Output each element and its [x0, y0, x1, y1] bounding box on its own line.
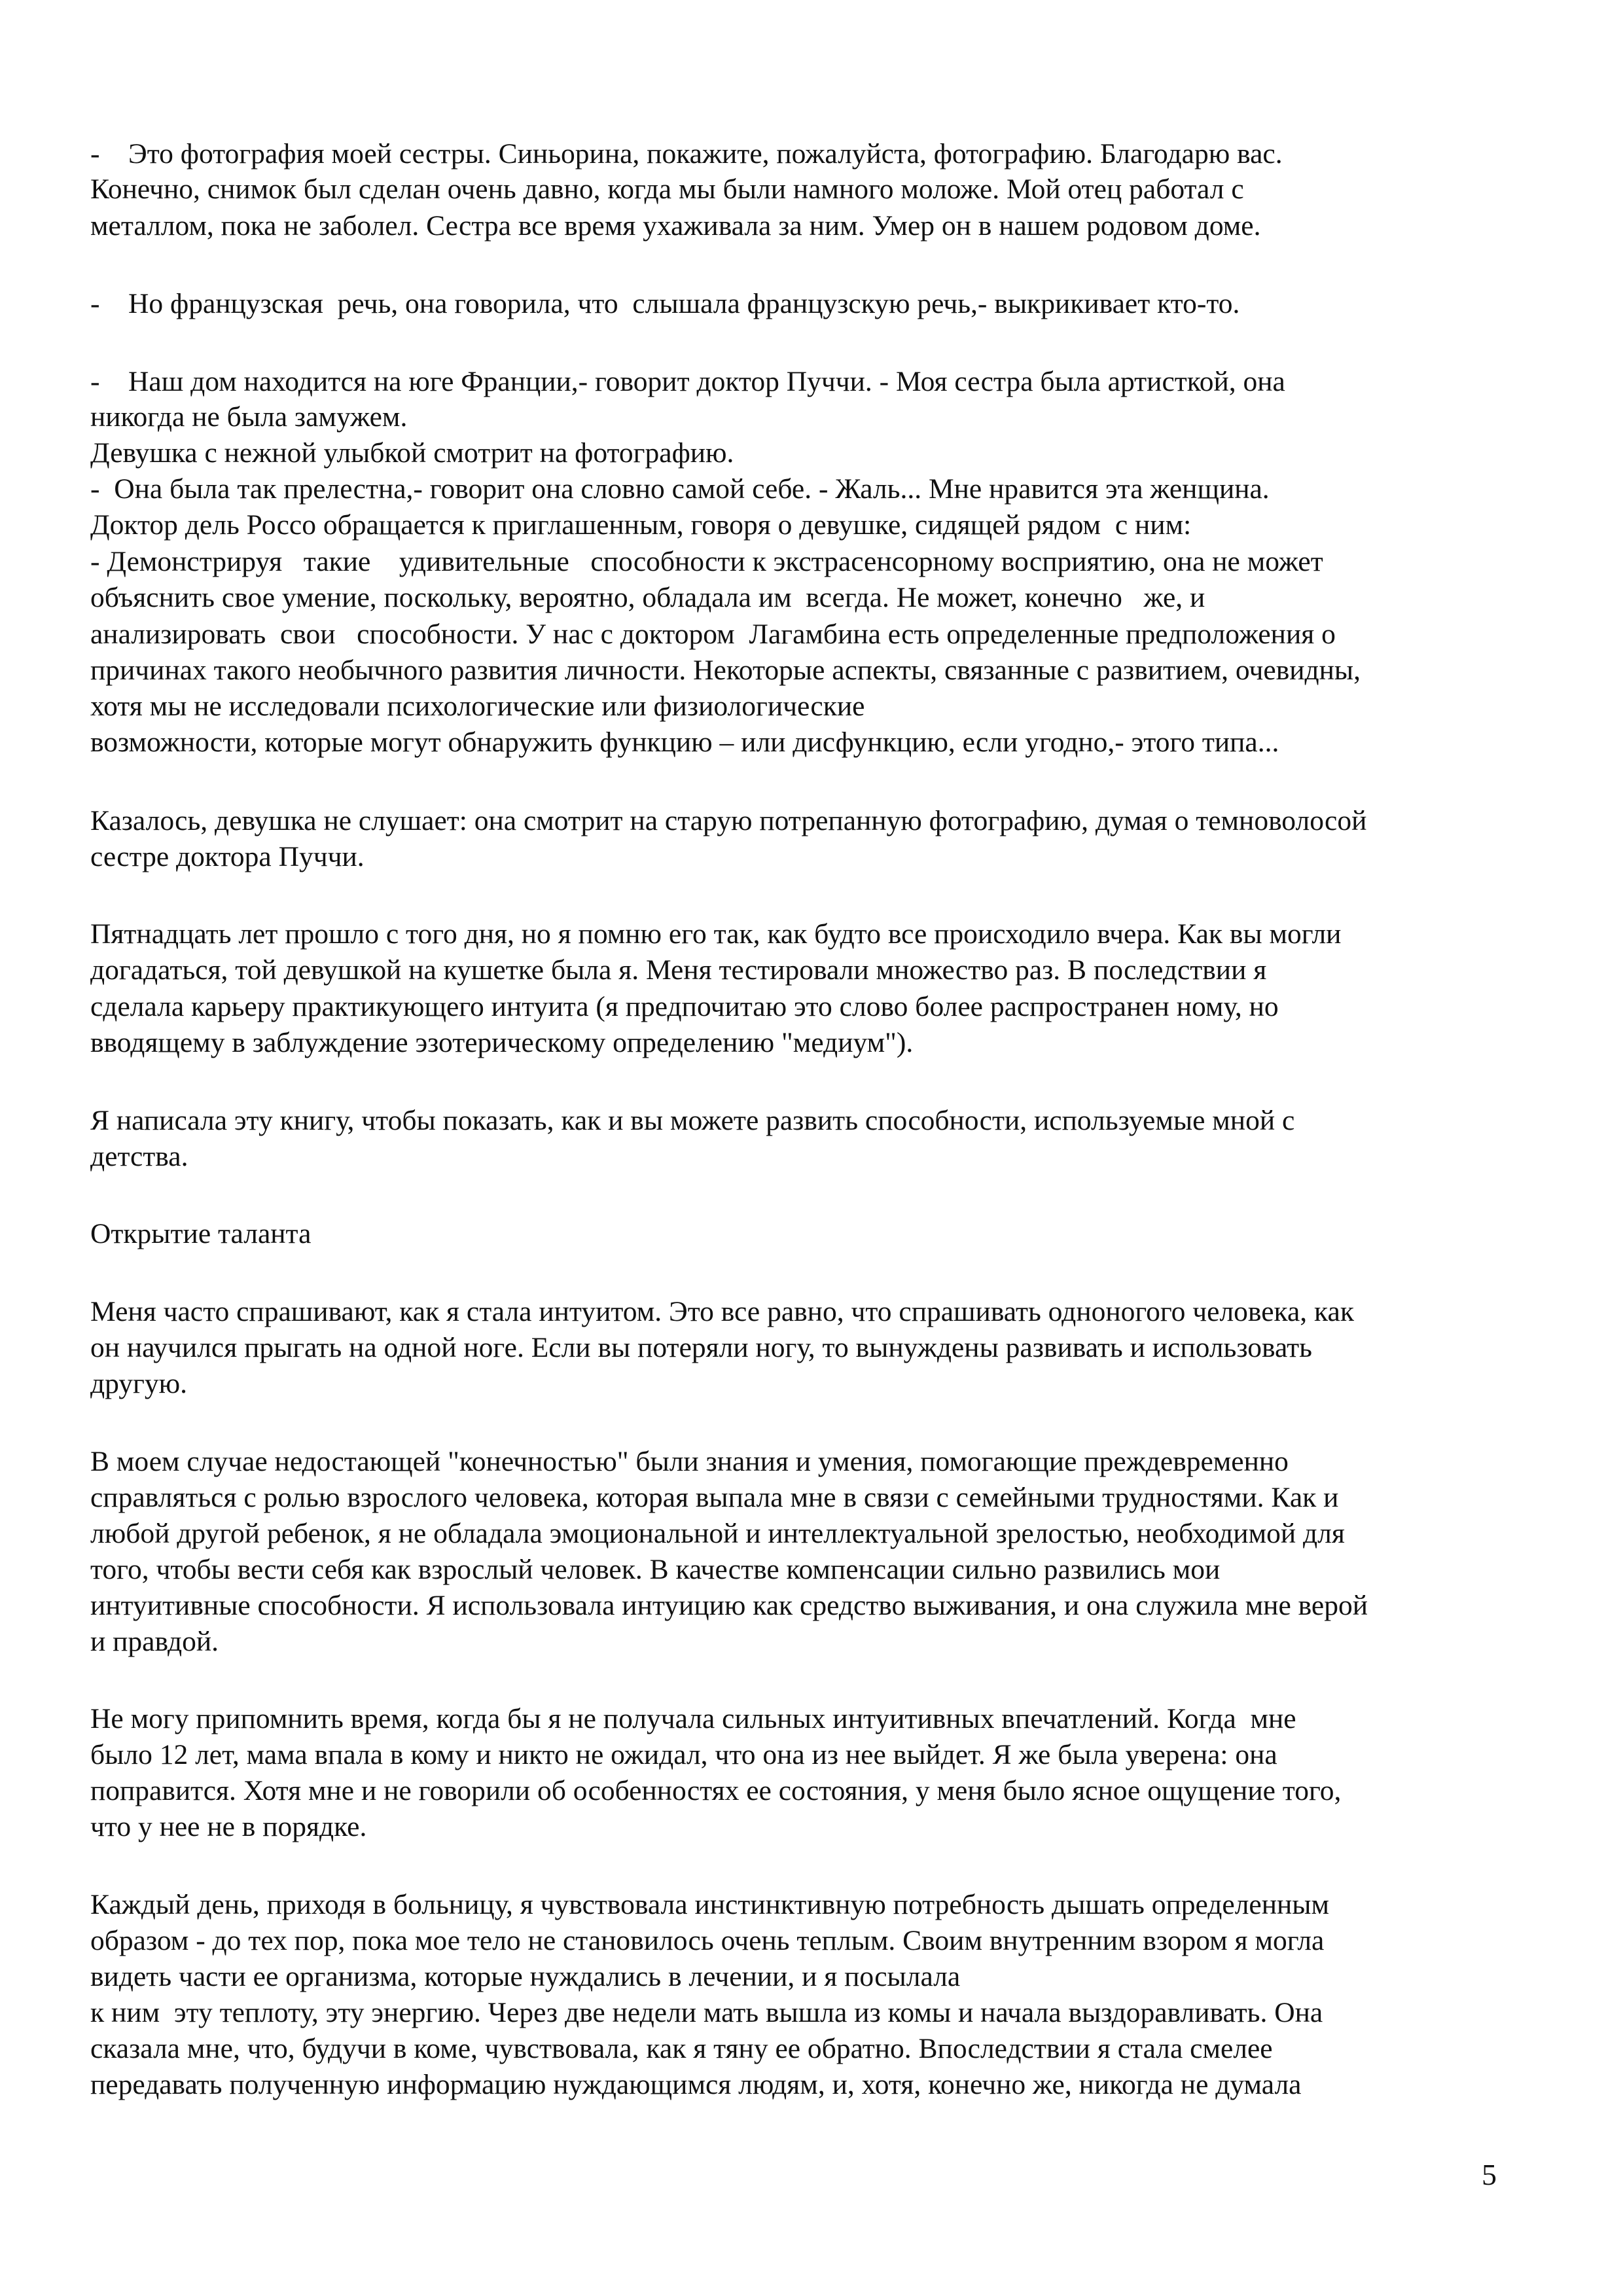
- text-line: - Демонстрируя такие удивительные способности к экстрасенсорному восприятию, она не может: [90, 546, 1323, 577]
- text-line: поправится. Хотя мне и не говорили об особенностях ее состояния, у меня было ясное ощущение того,: [90, 1775, 1342, 1806]
- text-line: Девушка с нежной улыбкой смотрит на фотографию.: [90, 437, 734, 469]
- text-line: - Наш дом находится на юге Франции,- говорит доктор Пуччи. - Моя сестра была артисткой, она: [90, 366, 1285, 397]
- text-line: причинах такого необычного развития личности. Некоторые аспекты, связанные с развитием, очевидны,: [90, 655, 1361, 686]
- text-line: детства.: [90, 1141, 188, 1172]
- text-line: сказала мне, что, будучи в коме, чувствовала, как я тяну ее обратно. Впоследствии я стала смелее: [90, 2033, 1273, 2064]
- text-line: и правдой.: [90, 1626, 219, 1657]
- text-line: было 12 лет, мама впала в кому и никто не ожидал, что она из нее выйдет. Я же была уверена: она: [90, 1739, 1277, 1770]
- text-line: металлом, пока не заболел. Сестра все время ухаживала за ним. Умер он в нашем родовом доме.: [90, 210, 1261, 242]
- text-line: объяснить свое умение, поскольку, вероятно, обладала им всегда. Не может, конечно же, и: [90, 582, 1205, 613]
- text-line: - Это фотография моей сестры. Синьорина, покажите, пожалуйста, фотографию. Благодарю вас.: [90, 138, 1283, 170]
- text-line: что у нее не в порядке.: [90, 1811, 367, 1842]
- text-line: сестре доктора Пуччи.: [90, 841, 365, 872]
- text-line: Меня часто спрашивают, как я стала интуитом. Это все равно, что спрашивать одноногого человека, как: [90, 1296, 1354, 1327]
- text-line: В моем случае недостающей "конечностью" были знания и умения, помогающие преждевременно: [90, 1446, 1289, 1477]
- text-line: возможности, которые могут обнаружить функцию – или дисфункцию, если угодно,- этого типа...: [90, 726, 1279, 758]
- text-line: к ним эту теплоту, эту энергию. Через две недели мать вышла из комы и начала выздоравливать. Она: [90, 1997, 1323, 2028]
- text-line: образом - до тех пор, пока мое тело не становилось очень теплым. Своим внутренним взором я могла: [90, 1925, 1325, 1956]
- text-line: видеть части ее организма, которые нуждались в лечении, и я посылала: [90, 1961, 961, 1992]
- text-line: - Но французская речь, она говорила, что слышала французскую речь,- выкрикивает кто-то.: [90, 288, 1240, 319]
- text-line: хотя мы не исследовали психологические или физиологические: [90, 691, 865, 722]
- text-line: Я написала эту книгу, чтобы показать, как и вы можете развить способности, используемые мной с: [90, 1105, 1295, 1136]
- text-line: сделала карьеру практикующего интуита (я предпочитаю это слово более распространен ному, но: [90, 991, 1279, 1022]
- text-line: Конечно, снимок был сделан очень давно, когда мы были намного моложе. Мой отец работал с: [90, 173, 1244, 205]
- text-line: Казалось, девушка не слушает: она смотрит на старую потрепанную фотографию, думая о темноволосой: [90, 805, 1367, 836]
- text-line: - Она была так прелестна,- говорит она словно самой себе. - Жаль... Мне нравится эта женщина.: [90, 473, 1270, 505]
- text-line: никогда не была замужем.: [90, 401, 408, 433]
- text-line: Каждый день, приходя в больницу, я чувствовала инстинктивную потребность дышать определенным: [90, 1889, 1330, 1920]
- section-heading: Открытие таланта: [90, 1218, 312, 1249]
- text-line: анализировать свои способности. У нас с доктором Лагамбина есть определенные предположения о: [90, 619, 1336, 650]
- text-line: справляться с ролью взрослого человека, которая выпала мне в связи с семейными трудностями. Как и: [90, 1482, 1339, 1513]
- text-line: любой другой ребенок, я не обладала эмоциональной и интеллектуальной зрелостью, необходимой для: [90, 1518, 1345, 1549]
- text-line: догадаться, той девушкой на кушетке была я. Меня тестировали множество раз. В последствии я: [90, 954, 1267, 986]
- page-number: 5: [1482, 2158, 1497, 2191]
- text-line: интуитивные способности. Я использовала интуицию как средство выживания, и она служила мне верой: [90, 1590, 1368, 1621]
- text-line: того, чтобы вести себя как взрослый человек. В качестве компенсации сильно развились мои: [90, 1554, 1221, 1585]
- text-line: передавать полученную информацию нуждающимся людям, и, хотя, конечно же, никогда не думала: [90, 2069, 1302, 2100]
- text-line: другую.: [90, 1368, 188, 1399]
- text-line: Не могу припомнить время, когда бы я не получала сильных интуитивных впечатлений. Когда мне: [90, 1703, 1296, 1734]
- text-line: вводящему в заблуждение эзотерическому определению "медиум").: [90, 1027, 914, 1058]
- text-line: Доктор дель Россо обращается к приглашенным, говоря о девушке, сидящей рядом с ним:: [90, 509, 1192, 541]
- text-line: он научился прыгать на одной ноге. Если вы потеряли ногу, то вынуждены развивать и использовать: [90, 1332, 1313, 1363]
- text-line: Пятнадцать лет прошло с того дня, но я помню его так, как будто все происходило вчера. Как вы могли: [90, 918, 1342, 950]
